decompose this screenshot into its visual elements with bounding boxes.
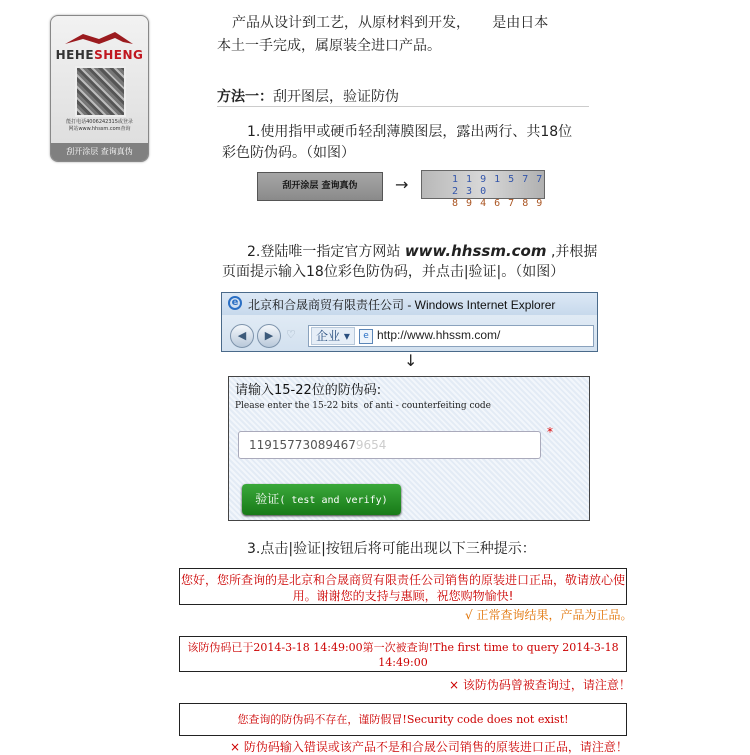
intro-line-2: 本土一手完成，属原装全进口产品。	[217, 38, 441, 54]
sticker-bottom-label: 刮开涂层 查询真伪	[51, 143, 148, 161]
divider	[217, 106, 589, 107]
required-mark: *	[547, 425, 553, 439]
verify-form-subtitle: Please enter the 15-22 bits of anti - counterfeiting code	[235, 401, 491, 411]
step2-line-2: 页面提示输入18位彩色防伪码，并点击|验证|。（如图）	[222, 264, 565, 280]
ie-logo-icon: e	[228, 296, 242, 310]
step1-line-2: 彩色防伪码。（如图）	[222, 145, 355, 161]
sticker-hotline: 能打电话4006242315或登录	[66, 119, 133, 125]
forward-button[interactable]: ▶	[257, 324, 281, 348]
favorites-dropdown[interactable]: 企业 ▾	[311, 327, 355, 345]
sticker-brand: HEHESHENG	[55, 48, 144, 62]
result-queried-note: × 该防伪码曾被查询过，请注意！	[449, 678, 631, 692]
step3-text: 3.点击|验证|按钮后将可能出现以下三种提示：	[247, 541, 536, 557]
verify-form-title: 请输入15-22位的防伪码:	[235, 383, 382, 398]
code-input[interactable]: 119157730894679654	[238, 431, 541, 459]
revealed-code-image	[421, 170, 545, 209]
intro-line-1: 产品从设计到工艺，从原材料到开发， 是由日本	[232, 15, 549, 31]
method-heading: 方法一：刮开图层，验证防伪	[217, 89, 399, 105]
result-not-exist: 您查询的防伪码不存在，谨防假冒!Security code does not exist!	[179, 703, 627, 736]
browser-titlebar	[222, 293, 597, 315]
result-genuine-note: √ 正常查询结果，产品为正品。	[465, 608, 633, 622]
result-not-exist-note: × 防伪码输入错误或该产品不是和合晟公司销售的原装进口正品，请注意！	[230, 740, 628, 754]
step2-line-1: 2.登陆唯一指定官方网站 www.hhssm.com ,并根据	[247, 242, 598, 260]
result-queried-before: 该防伪码已于2014-3-18 14:49:00第一次被查询!The first time to query 2014-3-18 14:49:00	[179, 636, 627, 672]
sticker-website: 网站www.hhssm.com查询	[68, 126, 131, 132]
down-arrow-icon: ↓	[404, 351, 418, 370]
anti-counterfeit-sticker	[50, 15, 149, 162]
back-button[interactable]: ◀	[230, 324, 254, 348]
browser-window	[221, 292, 598, 352]
browser-title: 北京和合晟商贸有限责任公司 - Windows Internet Explorer	[248, 298, 556, 312]
verify-button[interactable]: 验证( test and verify)	[242, 484, 401, 515]
page-icon: e	[359, 329, 373, 344]
brand-logo-icon	[63, 30, 135, 46]
scratch-label-image: 刮开涂层 查询真伪	[257, 172, 383, 201]
step1-line-1: 1.使用指甲或硬币轻刮薄膜图层，露出两行、共18位	[247, 124, 573, 140]
qr-code-icon	[75, 66, 126, 117]
verify-form	[228, 376, 590, 521]
url-text[interactable]: http://www.hhssm.com/	[377, 328, 501, 342]
address-bar[interactable]	[308, 325, 594, 347]
favorites-icon[interactable]: ♡	[286, 328, 296, 341]
code-row-2: 8 9 4 6 7 8 9	[452, 198, 544, 209]
right-arrow-icon: →	[395, 175, 409, 194]
official-website: www.hhssm.com	[404, 242, 547, 260]
code-row-1: 1 1 9 1 5 7 7 2 3 0	[452, 174, 544, 197]
result-genuine: 您好，您所查询的是北京和合晟商贸有限责任公司销售的原装进口正品，敬请放心使用。谢谢您的支持与惠顾，祝您购物愉快!	[179, 568, 627, 605]
